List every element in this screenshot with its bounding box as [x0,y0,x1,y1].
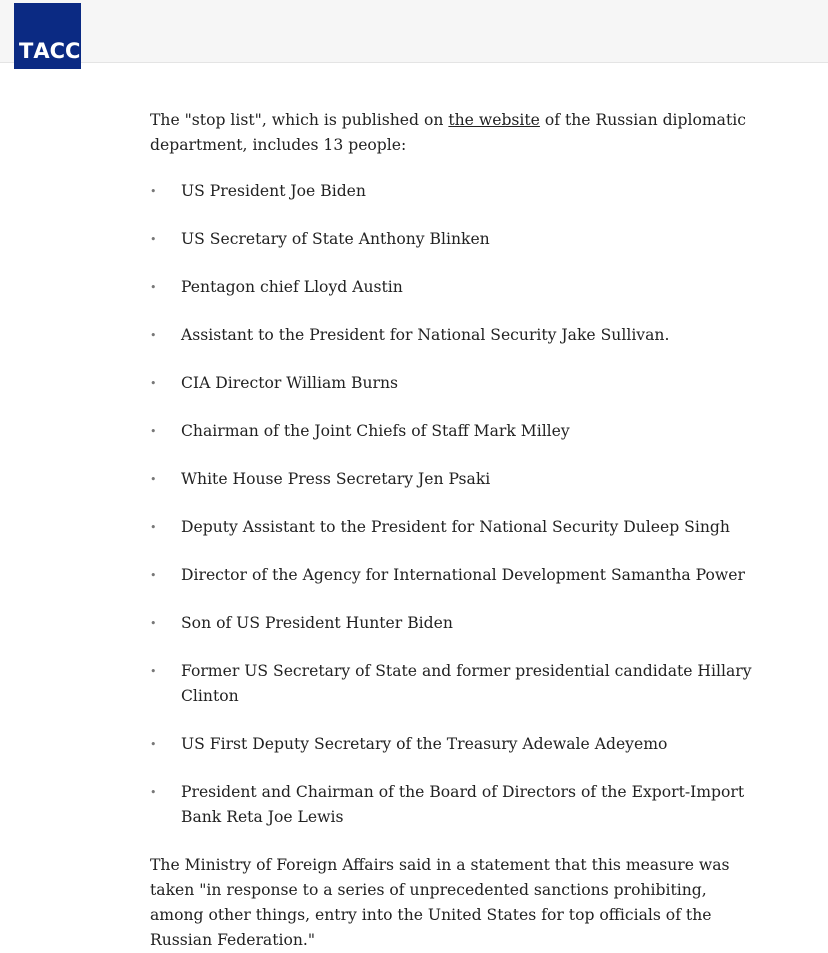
bullet-icon: • [150,473,157,486]
list-item-text: US President Joe Biden [181,182,366,200]
bullet-icon: • [150,617,157,630]
list-item-text: US First Deputy Secretary of the Treasury Adewale Adeyemo [181,735,668,753]
list-item [150,323,765,348]
closing-paragraph: The Ministry of Foreign Affairs said in a statement that this measure was taken "in response to a series of unprecedented sanctions prohibiting, among other things, entry into the United States for top officials of the Russian Federation." [150,856,730,949]
tass-logo[interactable]: ТАСС [14,3,81,69]
list-item [150,419,765,444]
list-item-text: Son of US President Hunter Biden [181,614,453,632]
list-item [150,780,765,830]
list-item-text: US Secretary of State Anthony Blinken [181,230,490,248]
list-item [150,275,765,300]
stop-list [150,179,765,830]
intro-text-after: of the Russian diplomatic department, includes 13 people: [150,111,746,154]
intro-text-before: The "stop list", which is published on [150,111,449,129]
bullet-icon: • [150,786,157,799]
list-item [150,659,765,709]
list-item-text: Former US Secretary of State and former presidential candidate Hillary Clinton [181,662,752,705]
intro-paragraph [150,108,765,158]
list-item-text: CIA Director William Burns [181,374,399,392]
list-item [150,732,765,757]
bullet-icon: • [150,425,157,438]
bullet-icon: • [150,569,157,582]
list-item-text: Chairman of the Joint Chiefs of Staff Mark Milley [181,422,570,440]
list-item [150,179,765,204]
list-item-text: Pentagon chief Lloyd Austin [181,278,403,296]
bullet-icon: • [150,233,157,246]
bullet-icon: • [150,281,157,294]
list-item [150,371,765,396]
website-link[interactable]: the website [448,111,540,129]
list-item [150,467,765,492]
bullet-icon: • [150,329,157,342]
bullet-icon: • [150,377,157,390]
list-item [150,227,765,252]
bullet-icon: • [150,738,157,751]
list-item [150,611,765,636]
list-item [150,515,765,540]
list-item [150,563,765,588]
list-item-text: Director of the Agency for International Development Samantha Power [181,566,745,584]
list-item-text: White House Press Secretary Jen Psaki [181,470,491,488]
header-bar [0,0,828,63]
bullet-icon: • [150,185,157,198]
list-item-text: Deputy Assistant to the President for National Security Duleep Singh [181,518,730,536]
list-item-text: President and Chairman of the Board of Directors of the Export-Import Bank Reta Joe Lewis [181,783,745,826]
list-item-text: Assistant to the President for National Security Jake Sullivan. [181,326,670,344]
article-body [150,108,765,953]
bullet-icon: • [150,665,157,678]
bullet-icon: • [150,521,157,534]
